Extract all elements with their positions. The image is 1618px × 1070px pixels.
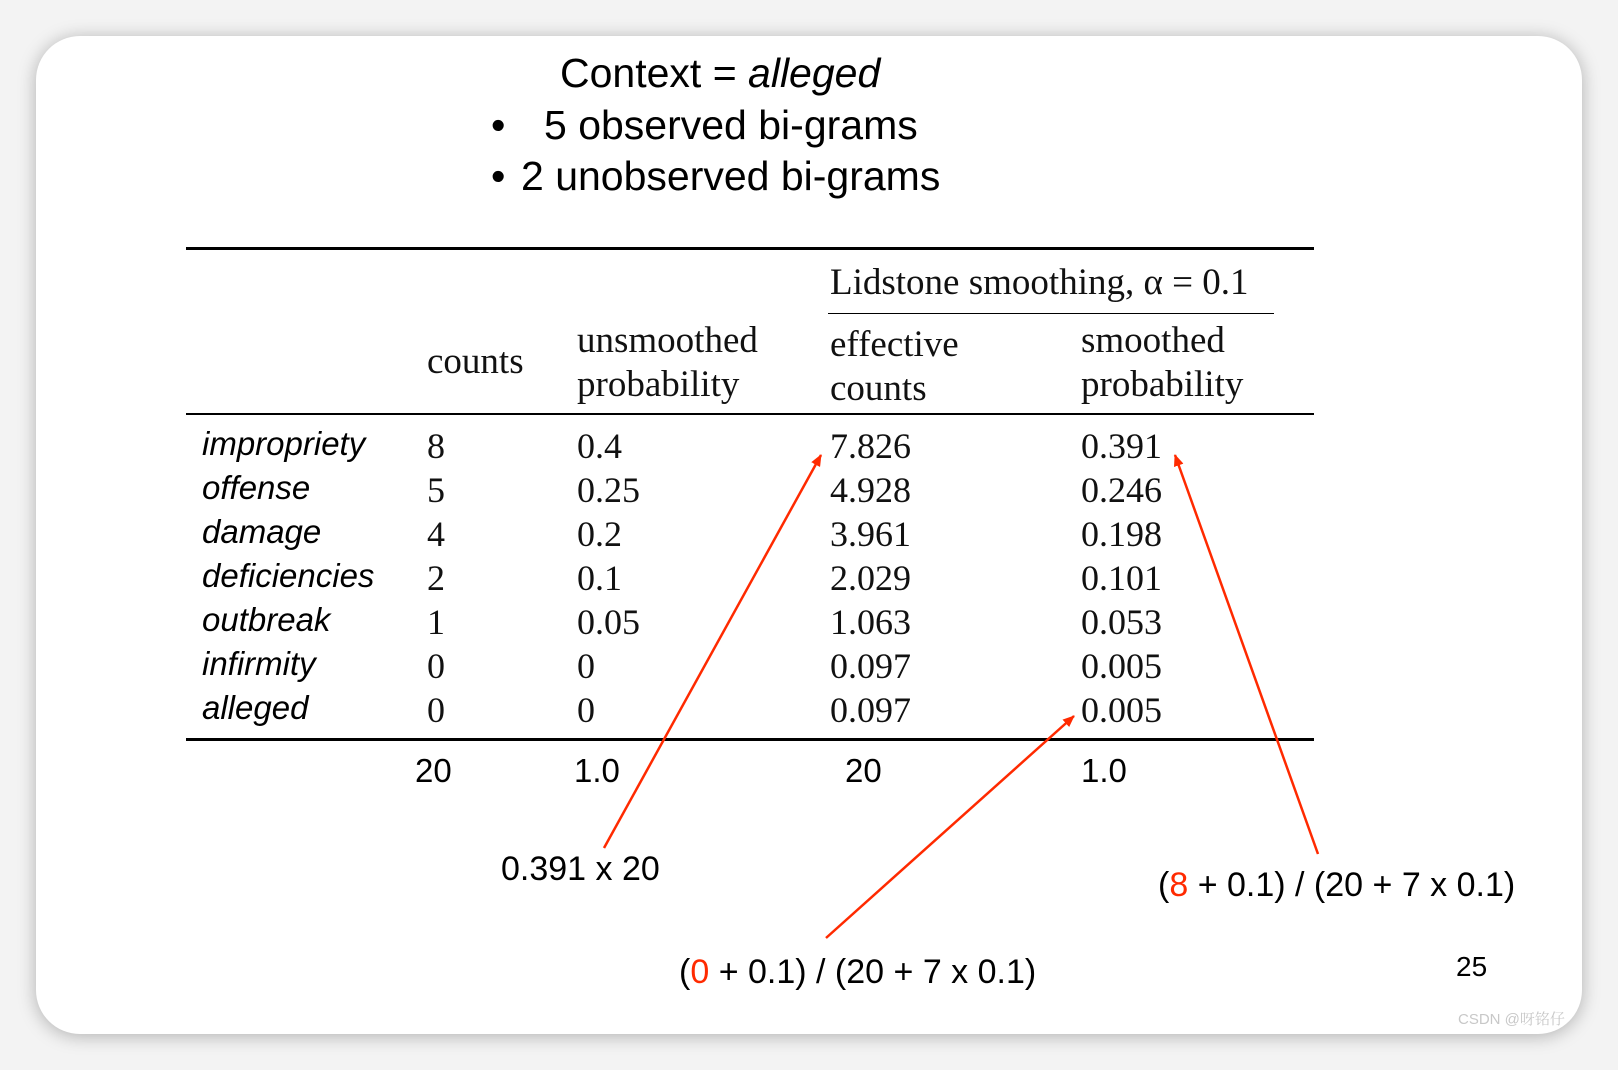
- col-header-effective-2: counts: [830, 368, 927, 409]
- row-counts: 0: [427, 690, 445, 730]
- row-word: impropriety: [202, 425, 366, 462]
- row-effective: 3.961: [830, 514, 911, 554]
- annotation-smoothed-formula-0: [679, 953, 1036, 992]
- title-word: alleged: [748, 50, 881, 96]
- bullet-2-text: 2 unobserved bi-grams: [521, 153, 941, 199]
- row-effective: 7.826: [830, 426, 911, 466]
- annotation-smoothed-formula-8: [1158, 866, 1515, 905]
- group-header: Lidstone smoothing, α = 0.1: [830, 262, 1249, 303]
- row-word: infirmity: [202, 645, 316, 682]
- row-counts: 2: [427, 558, 445, 598]
- col-header-unsmoothed-2: probability: [577, 364, 740, 405]
- slide: [36, 36, 1582, 1034]
- bullet-symbol: •: [491, 102, 506, 148]
- row-counts: 0: [427, 646, 445, 686]
- row-counts: 1: [427, 602, 445, 642]
- col-header-counts: counts: [427, 341, 524, 382]
- row-smoothed: 0.391: [1081, 426, 1162, 466]
- formula-count-highlight: 0: [690, 953, 710, 991]
- title-prefix: Context =: [560, 50, 749, 96]
- total-unsmoothed: 1.0: [574, 752, 620, 789]
- arrow-to-smoothed-top: [1175, 455, 1318, 854]
- bullet-symbol: •: [491, 153, 506, 199]
- arrow-to-smoothed-bottom: [826, 716, 1074, 938]
- arrow-to-effective: [604, 455, 821, 848]
- row-effective: 0.097: [830, 690, 911, 730]
- annotation-effective-formula: 0.391 x 20: [501, 850, 660, 888]
- row-unsmoothed: 0.25: [577, 470, 640, 510]
- col-header-smoothed-2: probability: [1081, 364, 1244, 405]
- col-header-smoothed-1: smoothed: [1081, 320, 1225, 361]
- row-word: damage: [202, 513, 322, 550]
- row-effective: 1.063: [830, 602, 911, 642]
- row-effective: 4.928: [830, 470, 911, 510]
- formula-count-highlight: 8: [1169, 866, 1189, 904]
- watermark: CSDN @呀铭仔: [1458, 1011, 1565, 1028]
- row-smoothed: 0.101: [1081, 558, 1162, 598]
- row-word: outbreak: [202, 601, 331, 638]
- page-number: 25: [1456, 951, 1488, 982]
- row-unsmoothed: 0.4: [577, 426, 622, 466]
- row-effective: 2.029: [830, 558, 911, 598]
- row-unsmoothed: 0.1: [577, 558, 622, 598]
- row-unsmoothed: 0.2: [577, 514, 622, 554]
- row-smoothed: 0.005: [1081, 690, 1162, 730]
- formula-rest: + 0.1) / (20 + 7 x 0.1): [709, 953, 1037, 991]
- col-header-unsmoothed-1: unsmoothed: [577, 320, 758, 361]
- row-smoothed: 0.198: [1081, 514, 1162, 554]
- row-word: alleged: [202, 689, 309, 726]
- formula-open: (: [679, 953, 691, 991]
- formula-open: (: [1158, 866, 1170, 904]
- row-word: offense: [202, 469, 311, 506]
- row-smoothed: 0.053: [1081, 602, 1162, 642]
- row-counts: 8: [427, 426, 445, 466]
- row-smoothed: 0.005: [1081, 646, 1162, 686]
- total-counts: 20: [415, 752, 452, 789]
- bullet-1-text: 5 observed bi-grams: [544, 102, 918, 148]
- total-smoothed: 1.0: [1081, 752, 1127, 789]
- row-unsmoothed: 0.05: [577, 602, 640, 642]
- row-unsmoothed: 0: [577, 646, 595, 686]
- row-word: deficiencies: [202, 557, 375, 594]
- row-unsmoothed: 0: [577, 690, 595, 730]
- row-effective: 0.097: [830, 646, 911, 686]
- formula-rest: + 0.1) / (20 + 7 x 0.1): [1188, 866, 1516, 904]
- total-effective: 20: [845, 752, 882, 789]
- row-smoothed: 0.246: [1081, 470, 1162, 510]
- row-counts: 4: [427, 514, 445, 554]
- col-header-effective-1: effective: [830, 324, 959, 365]
- row-counts: 5: [427, 470, 445, 510]
